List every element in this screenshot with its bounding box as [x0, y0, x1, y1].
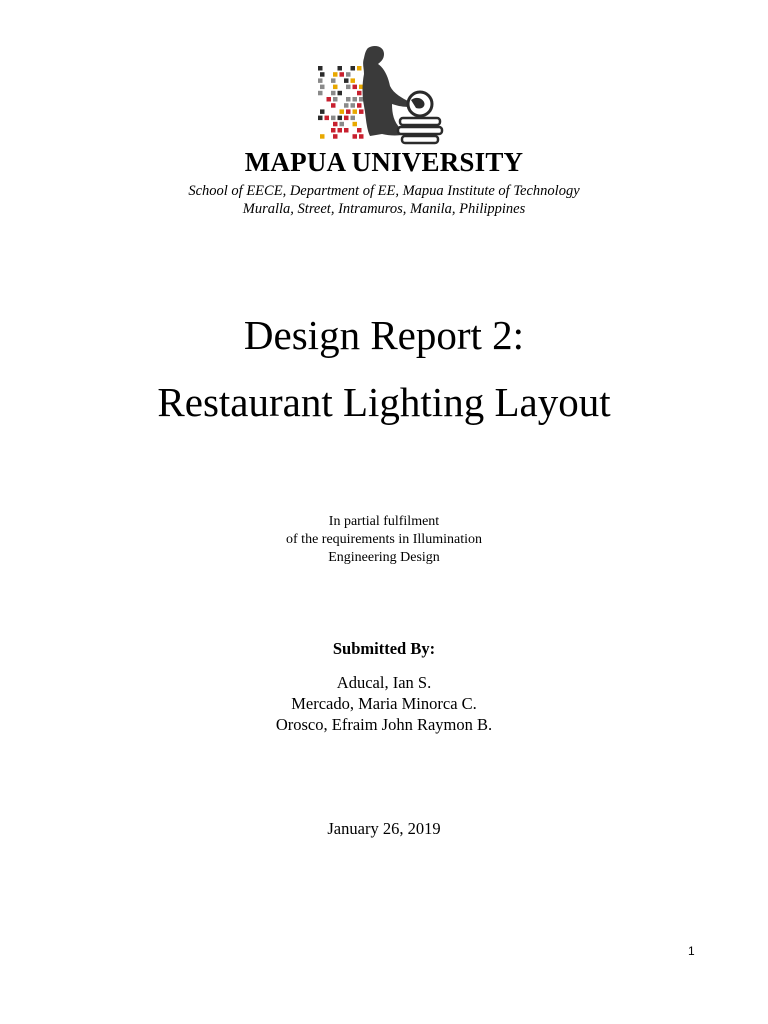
logo-pixel-block — [353, 85, 358, 90]
logo-pixel-block — [320, 134, 325, 139]
book-shape — [398, 127, 442, 134]
logo-pixel-block — [318, 91, 323, 96]
logo-pixel-block — [346, 97, 351, 102]
logo-pixel-block — [344, 128, 349, 133]
logo-pixel-block — [346, 85, 351, 90]
purpose-line-1: In partial fulfilment — [328, 514, 440, 529]
book-shape — [402, 136, 438, 143]
logo-pixel-block — [351, 66, 356, 71]
author-name: Aducal, Ian S. — [336, 673, 432, 692]
report-title-line-2: Restaurant Lighting Layout — [157, 379, 611, 425]
logo-pixel-block — [359, 134, 364, 139]
logo-pixel-block — [338, 128, 343, 133]
author-name: Mercado, Maria Minorca C. — [291, 694, 477, 713]
logo-pixel-block — [333, 122, 338, 127]
logo-pixel-block — [357, 103, 362, 108]
logo-pixel-block — [346, 72, 351, 77]
logo-pixel-block — [340, 109, 345, 114]
logo-pixel-block — [353, 97, 358, 102]
submitted-by-heading: Submitted By: — [332, 639, 436, 658]
logo-pixel-block — [333, 72, 338, 77]
logo-pixel-block — [338, 91, 343, 96]
book-shape — [400, 118, 440, 125]
logo-pixel-block — [353, 122, 358, 127]
logo-pixel-block — [325, 116, 330, 121]
logo-pixel-block — [351, 116, 356, 121]
logo-pixel-block — [353, 134, 358, 139]
author-name: Orosco, Efraim John Raymon B. — [275, 715, 493, 734]
logo-pixel-block — [340, 72, 345, 77]
page-number: 1 — [688, 944, 695, 958]
logo-pixel-block — [331, 78, 336, 83]
logo-pixel-block — [331, 103, 336, 108]
logo-pixel-block — [357, 128, 362, 133]
logo-pixel-block — [318, 116, 323, 121]
logo-pixel-block — [357, 66, 362, 71]
logo-pixel-block — [331, 128, 336, 133]
logo-pixel-block — [338, 66, 343, 71]
logo-pixel-block — [320, 72, 325, 77]
logo-pixel-block — [351, 78, 356, 83]
logo-pixel-block — [351, 103, 356, 108]
logo-pixel-block — [346, 109, 351, 114]
report-title-line-1: Design Report 2: — [243, 312, 525, 358]
logo-pixel-block — [333, 97, 338, 102]
logo-pixel-block — [333, 134, 338, 139]
logo-pixel-block — [340, 122, 345, 127]
logo-pixel-block — [333, 85, 338, 90]
logo-pixel-block — [353, 109, 358, 114]
purpose-line-3: Engineering Design — [328, 550, 440, 565]
logo-pixel-block — [344, 103, 349, 108]
report-date: January 26, 2019 — [327, 819, 441, 838]
school-line: School of EECE, Department of EE, Mapua Institute of Technology — [188, 183, 580, 199]
logo-pixel-block — [320, 109, 325, 114]
logo-pixel-block — [359, 109, 364, 114]
mapua-logo — [310, 44, 450, 152]
university-name: MAPUA UNIVERSITY — [244, 147, 524, 177]
logo-pixel-block — [338, 116, 343, 121]
logo-pixel-block — [331, 91, 336, 96]
logo-pixel-block — [320, 85, 325, 90]
logo-pixel-block — [344, 116, 349, 121]
purpose-line-2: of the requirements in Illumination — [286, 532, 482, 547]
mapua-seal-icon — [310, 44, 450, 152]
address-line: Muralla, Street, Intramuros, Manila, Philippines — [242, 201, 526, 217]
logo-pixel-block — [318, 78, 323, 83]
logo-pixel-block — [344, 78, 349, 83]
logo-pixel-block — [331, 116, 336, 121]
logo-pixel-block — [327, 97, 332, 102]
logo-pixel-block — [359, 97, 364, 102]
logo-pixel-block — [318, 66, 323, 71]
logo-pixel-block — [357, 91, 362, 96]
